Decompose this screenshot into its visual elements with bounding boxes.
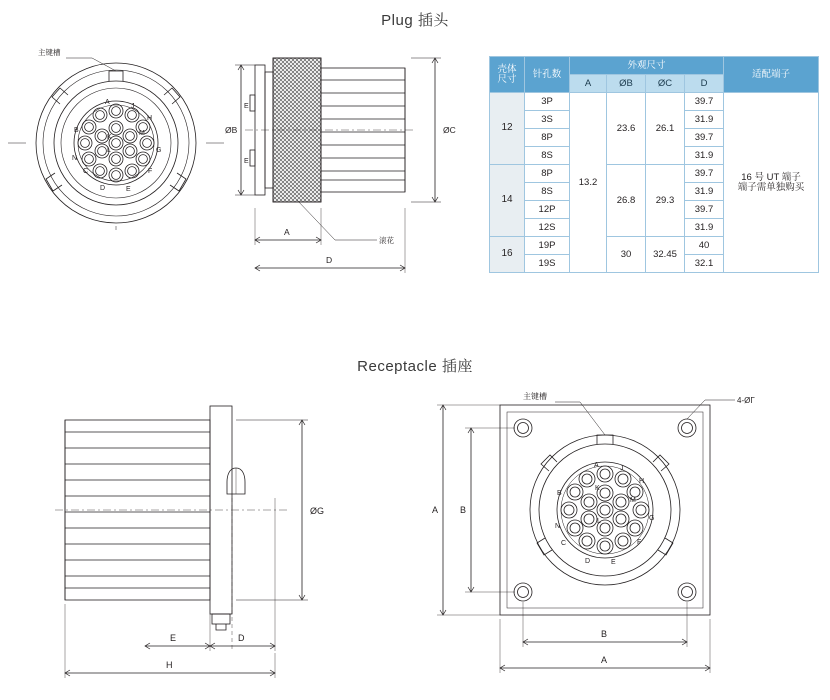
receptacle-dim-b-vertical: B [460,505,467,515]
specification-table [489,56,819,273]
header-terminal: 适配端子 [724,57,819,93]
cell-shell-size-16: 16 [490,237,525,273]
rcpt-contact-label-F: F [637,539,642,546]
cell-d: 31.9 [685,111,724,129]
cell-shell-size-12: 12 [490,93,525,165]
plug-detail-label-f: E [244,158,249,165]
receptacle-dim-a-vertical: A [432,505,439,515]
rcpt-contact-label-C: C [561,540,567,547]
header-col-a: A [570,75,607,93]
plug-side-view-drawing [225,40,490,290]
receptacle-dim-d-label: D [238,633,245,643]
cell-pin: 12S [525,219,570,237]
cell-b-14: 26.8 [607,165,646,237]
receptacle-dim-og-label: ØG [310,506,325,516]
rcpt-contact-label-E: E [611,559,616,566]
cell-pin: 3P [525,93,570,111]
receptacle-hole-label: 4-ØΓ [737,396,755,405]
contact-label-K: K [107,134,112,141]
plug-knurl-label: 滚花 [379,236,394,245]
contact-label-L: C [83,168,89,175]
cell-pin: 8S [525,183,570,201]
cell-d: 39.7 [685,201,724,219]
header-pin-count: 针孔数 [525,57,570,93]
cell-d: 31.9 [685,183,724,201]
header-shell-size: 壳体 尺寸 [490,57,525,93]
plug-dim-d-label: D [326,255,333,265]
page-title-plug: Plug 插头 [381,12,449,29]
plug-front-view-drawing [8,40,238,230]
cell-pin: 8S [525,147,570,165]
contact-label-E: E [126,186,131,193]
cell-terminal-note: 16 号 UT 端子 端子需单独购买 [724,93,819,273]
header-col-d: D [685,75,724,93]
plug-keyway-label: 主键槽 [38,48,61,57]
rcpt-contact-label-M: M [630,497,636,504]
contact-label-A: A [105,99,110,106]
cell-d: 40 [685,237,724,255]
spec-table [489,56,819,273]
cell-shell-size-14: 14 [490,165,525,237]
cell-c-14: 29.3 [646,165,685,237]
cell-b-16: 30 [607,237,646,273]
contact-label-C: N [72,155,78,162]
header-col-c: ØC [646,75,685,93]
cell-a: 13.2 [570,93,607,273]
receptacle-dim-a-horizontal: A [601,655,608,665]
cell-pin: 8P [525,129,570,147]
contact-label-J: J [131,103,135,110]
cell-d: 39.7 [685,129,724,147]
page-title-receptacle: Receptacle 插座 [357,358,473,375]
header-dimensions: 外观尺寸 [570,57,724,75]
cell-c-12: 26.1 [646,93,685,165]
rcpt-contact-label-G: G [649,515,655,522]
rcpt-contact-label-K: K [595,485,600,492]
rcpt-contact-label-A: A [594,462,599,469]
rcpt-contact-label-D: D [585,558,591,565]
contact-label-F: F [148,168,153,175]
contact-label-N: L [107,147,111,154]
cell-pin: 19P [525,237,570,255]
plug-dim-a-label: A [284,227,290,237]
receptacle-front-view-drawing [415,380,815,690]
receptacle-dim-h-label: H [166,660,173,670]
cell-pin: 19S [525,255,570,273]
table-row [490,93,819,111]
cell-b-12: 23.6 [607,93,646,165]
cell-d: 39.7 [685,165,724,183]
rcpt-contact-label-B: B [557,490,562,497]
cell-pin: 8P [525,165,570,183]
cell-d: 31.9 [685,147,724,165]
receptacle-side-view-drawing [40,398,400,688]
rcpt-contact-label-L: L [597,518,601,525]
cell-c-16: 32.45 [646,237,685,273]
contact-label-M: M [139,130,145,137]
plug-detail-label-e: E [244,103,249,110]
contact-label-D: D [100,185,106,192]
rcpt-contact-label-H: H [639,478,645,485]
rcpt-contact-label-N: N [555,523,561,530]
header-col-b: ØB [607,75,646,93]
receptacle-dim-b-horizontal: B [601,629,608,639]
cell-d: 32.1 [685,255,724,273]
receptacle-dim-e-label: E [170,633,177,643]
cell-d: 39.7 [685,93,724,111]
table-header-row-1 [490,57,819,75]
receptacle-keyway-label: 主键槽 [523,392,547,401]
cell-pin: 3S [525,111,570,129]
plug-dim-ob-label: ØB [225,125,238,135]
contact-label-H: H [147,115,153,122]
rcpt-contact-label-J: J [620,465,624,472]
contact-label-B: B [74,127,79,134]
contact-label-G: G [156,147,162,154]
cell-pin: 12P [525,201,570,219]
plug-dim-oc-label: ØC [443,125,456,135]
cell-d: 31.9 [685,219,724,237]
